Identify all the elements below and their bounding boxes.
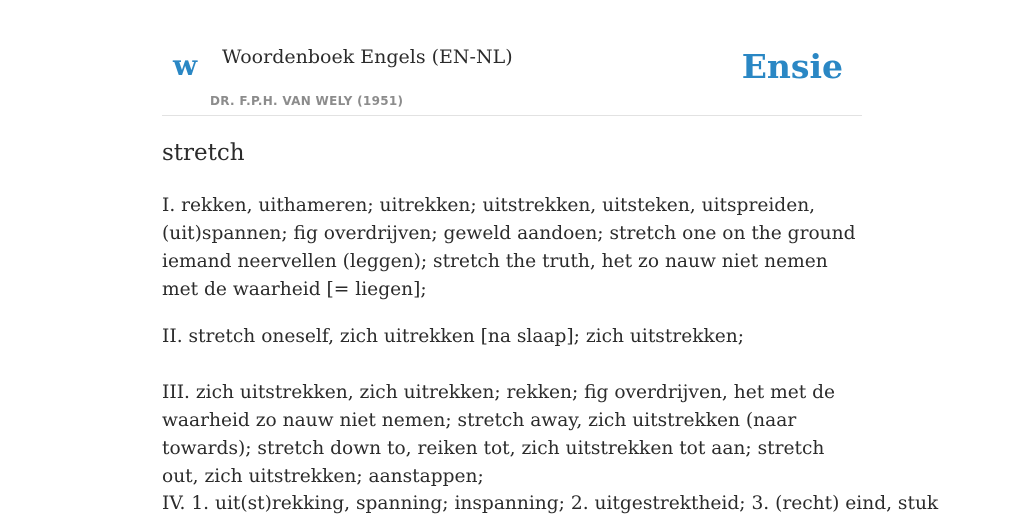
header [162,0,862,116]
page [162,0,939,514]
brand-logo-link[interactable]: Ensie [741,47,843,86]
sense-4: IV. 1. uit(st)rekking, spanning; inspanning; 2. uitgestrektheid; 3. (recht) eind, stuk [162,493,939,514]
sense-3: III. zich uitstrekken, zich uitrekken; rekken; fig overdrijven, het met de waarheid zo nauw niet nemen; stretch away, zich uitstrekken (naar towards); stretch down to, reiken tot, zich uitstrekken tot aan; stretch out, zich uitstrekken; aanstappen; [162,382,836,487]
dictionary-logo-icon[interactable]: w [173,49,198,82]
sense-2: II. stretch oneself, zich uitrekken [na slaap]; zich uitstrekken; [162,326,744,347]
dictionary-author: DR. F.P.H. VAN WELY (1951) [210,94,404,108]
headword: stretch [162,140,245,166]
dictionary-title-link[interactable]: Woordenboek Engels (EN-NL) [222,46,513,68]
sense-1: I. rekken, uithameren; uitrekken; uitstrekken, uitsteken, uitspreiden, (uit)spannen; fig overdrijven; geweld aandoen; stretch one on the ground iemand neervellen (leggen); stretch the truth, het zo nauw niet nemen met de waarheid [= liegen]; [162,195,856,300]
